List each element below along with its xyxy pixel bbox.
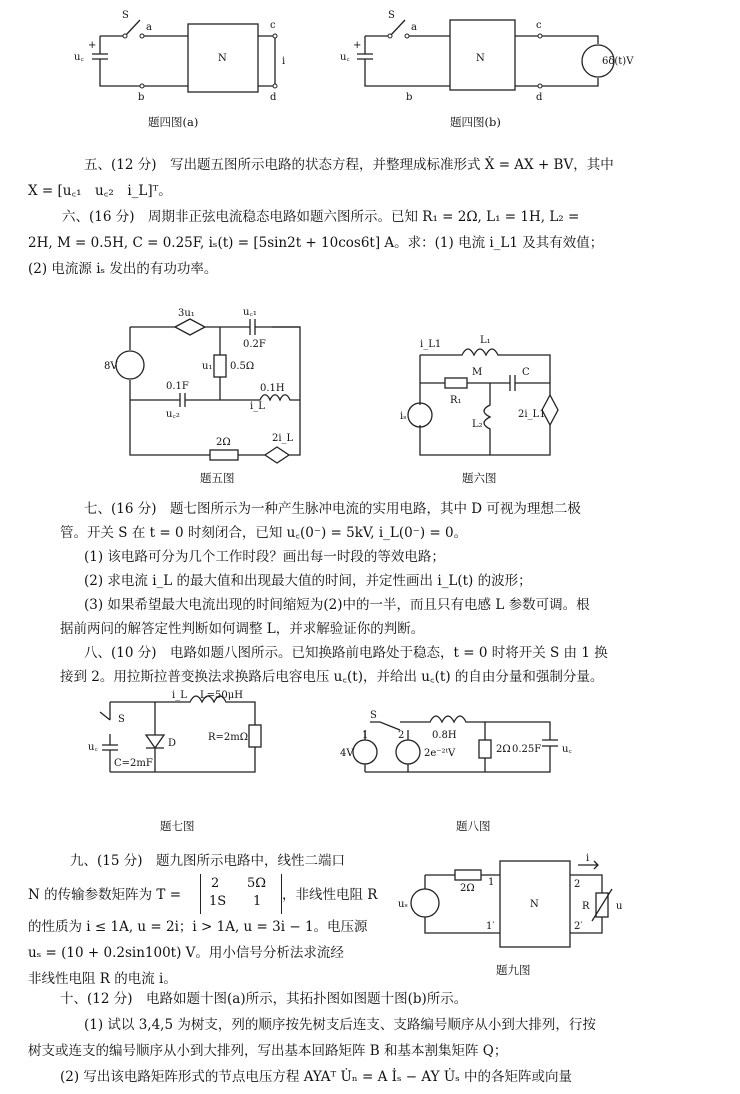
fig7-uc: u꜀ xyxy=(88,742,98,753)
q5-line2: X = [u꜀₁ u꜀₂ i_L]ᵀ。 xyxy=(28,183,172,199)
fig8-uc: u꜀ xyxy=(562,744,572,755)
fig6-m: M xyxy=(472,367,483,378)
q9-line3: 的性质为 i ≤ 1A, u = 2i；i > 1A, u = 3i − 1。电压源 xyxy=(28,919,368,935)
fig6-caption: 题六图 xyxy=(462,471,497,485)
fig7-s: S xyxy=(118,714,125,725)
q6-line3: (2) 电流源 iₛ 发出的有功功率。 xyxy=(28,261,218,277)
fig4a-caption: 题四图(a) xyxy=(148,115,199,129)
q6-line2: 2H, M = 0.5H, C = 0.25F, iₛ(t) = [5sin2t + 10cos6t] A。求：(1) 电流 i_L1 及其有效值； xyxy=(28,235,604,251)
q6-line1: 六、(16 分) 周期非正弦电流稳态电路如题六图所示。已知 R₁ = 2Ω, L₁ = 1H, L₂ = xyxy=(62,209,580,225)
fig4b-switch-label: S xyxy=(388,10,395,21)
fig5-uc1: u꜀₁ xyxy=(243,307,257,318)
fig6-il1: i_L1 xyxy=(420,339,442,350)
figure-9 xyxy=(398,853,650,965)
fig9-n2: 2 xyxy=(574,879,581,890)
fig9-n1: 1 xyxy=(488,877,495,888)
fig4a-node-d: d xyxy=(270,92,277,103)
q10-line2: (1) 试以 3,4,5 为树支，列的顺序按先树支后连支、支路编号顺序从小到大排列，行按 xyxy=(84,1017,596,1033)
fig6-l1: L₁ xyxy=(480,335,491,346)
fig5-c1: 0.2F xyxy=(243,339,266,350)
fig7-c: C=2mF xyxy=(114,758,153,769)
q7-line2: 管。开关 S 在 t = 0 时刻闭合，已知 u꜀(0⁻) = 5kV, i_L(0⁻) = 0。 xyxy=(60,525,468,541)
fig5-r1: 0.5Ω xyxy=(230,361,255,372)
q9-line5: 非线性电阻 R 的电流 i。 xyxy=(28,971,177,987)
figure-8 xyxy=(340,710,580,790)
fig4a-switch-label: S xyxy=(122,10,129,21)
fig4b-caption: 题四图(b) xyxy=(450,115,501,129)
matrix-12: 5Ω xyxy=(247,876,267,891)
fig6-l2: L₂ xyxy=(472,419,483,430)
fig8-v1: 4V xyxy=(340,748,354,759)
fig5-caption: 题五图 xyxy=(200,471,235,485)
fig4a-source-label: u꜀ xyxy=(74,52,84,63)
fig7-caption: 题七图 xyxy=(160,819,195,833)
fig5-uc2: u꜀₂ xyxy=(166,409,180,420)
fig5-u1: u₁ xyxy=(202,361,213,372)
fig6-is: iₛ xyxy=(400,411,407,422)
fig4b-box-label: N xyxy=(476,53,485,64)
fig5-dep-source: 3u₁ xyxy=(178,308,195,319)
figure-6 xyxy=(400,325,580,465)
fig8-s: S xyxy=(370,710,377,721)
transfer-matrix xyxy=(200,874,282,914)
matrix-11: 2 xyxy=(211,876,220,891)
fig8-caption: 题八图 xyxy=(456,819,491,833)
q9-line2a: N 的传输参数矩阵为 T = xyxy=(28,887,182,903)
fig9-n2p: 2′ xyxy=(574,921,583,932)
fig8-c: 0.25F xyxy=(512,744,542,755)
fig4a-box-label: N xyxy=(218,53,227,64)
svg-text:+: + xyxy=(88,40,97,51)
q10-line1: 十、(12 分) 电路如题十图(a)所示，其拓扑图如图题十图(b)所示。 xyxy=(60,991,468,1007)
q9-line4: uₛ = (10 + 0.2sin100t) V。用小信号分析法求流经 xyxy=(28,945,344,961)
fig9-i: i xyxy=(586,853,590,864)
fig6-dep: 2i_L1 xyxy=(518,409,546,420)
figure-4a xyxy=(70,6,310,106)
q7-item1: (1) 该电路可分为几个工作时段？画出每一时段的等效电路； xyxy=(84,549,445,565)
figure-7 xyxy=(80,690,280,790)
figure-4b xyxy=(340,6,640,106)
fig9-caption: 题九图 xyxy=(496,963,531,977)
fig4a-node-c: c xyxy=(270,20,276,31)
fig5-r2: 2Ω xyxy=(216,437,231,448)
q8-line1: 八、(10 分) 电路如题八图所示。已知换路前电路处于稳态，t = 0 时将开关 S 由 1 换 xyxy=(84,645,608,661)
fig5-il: i_L xyxy=(250,401,265,412)
q9-line2b: ，非线性电阻 R xyxy=(282,887,378,903)
fig4a-current-label: i xyxy=(282,56,286,67)
fig4b-node-b: b xyxy=(406,92,413,103)
q7-item3b: 据前两问的解答定性判断如何调整 L，并求解验证你的判断。 xyxy=(60,621,425,637)
q8-line2: 接到 2。用拉斯拉普变换法求换路后电容电压 u꜀(t)，并给出 u꜀(t) 的自由分量和强制分量。 xyxy=(60,669,604,685)
figure-5 xyxy=(100,305,320,465)
fig8-l: 0.8H xyxy=(432,730,457,741)
fig9-rr: R xyxy=(582,901,590,912)
fig7-r: R=2mΩ xyxy=(208,732,249,743)
q7-line1: 七、(16 分) 题七图所示为一种产生脉冲电流的实用电路，其中 D 可视为理想二极 xyxy=(84,501,581,517)
q10-line3: 树支或连支的编号顺序从小到大排列，写出基本回路矩阵 B 和基本割集矩阵 Q； xyxy=(28,1043,508,1059)
fig8-n1: 1 xyxy=(362,730,369,741)
fig6-c: C xyxy=(522,367,530,378)
fig5-dep2: 2i_L xyxy=(272,433,294,444)
q10-line4: (2) 写出该电路矩阵形式的节点电压方程 AYAᵀ U̇ₙ = A İₛ − AY U̇ₛ 中的各矩阵或向量 xyxy=(60,1069,573,1085)
svg-text:+: + xyxy=(353,40,362,51)
fig5-l: 0.1H xyxy=(260,383,285,394)
fig8-n2: 2 xyxy=(398,730,405,741)
fig7-il: i_L xyxy=(172,690,187,701)
fig4b-source-label: u꜀ xyxy=(340,52,350,63)
matrix-22: 1 xyxy=(253,894,262,909)
fig4b-node-a: a xyxy=(411,22,417,33)
fig9-us: uₛ xyxy=(398,899,408,910)
fig4a-node-b: b xyxy=(138,92,145,103)
fig4a-node-a: a xyxy=(146,22,152,33)
fig5-vsrc: 8V xyxy=(104,361,118,372)
q7-item2: (2) 求电流 i_L 的最大值和出现最大值的时间，并定性画出 i_L(t) 的波形； xyxy=(84,573,532,589)
fig4b-node-d: d xyxy=(536,92,543,103)
fig4b-node-c: c xyxy=(536,20,542,31)
q9-line1: 九、(15 分) 题九图所示电路中，线性二端口 xyxy=(70,853,346,869)
fig7-d: D xyxy=(168,738,177,749)
q7-item3a: (3) 如果希望最大电流出现的时间缩短为(2)中的一半，而且只有电感 L 参数可调。根 xyxy=(84,597,590,613)
fig7-l: L=50μH xyxy=(200,690,243,701)
fig6-r1: R₁ xyxy=(450,395,462,406)
fig8-v2: 2e⁻²ᵗV xyxy=(424,748,456,759)
fig8-r: 2Ω xyxy=(496,744,511,755)
fig4b-impulse-label: 6δ(t)V xyxy=(602,56,634,67)
fig5-c2: 0.1F xyxy=(166,381,189,392)
fig9-r: 2Ω xyxy=(460,883,475,894)
fig9-n1p: 1′ xyxy=(486,921,495,932)
matrix-21: 1S xyxy=(209,894,227,909)
fig9-u: u xyxy=(616,901,623,912)
fig9-box: N xyxy=(530,899,539,910)
q5-line1: 五、(12 分) 写出题五图所示电路的状态方程，并整理成标准形式 Ẋ = AX + BV，其中 xyxy=(84,157,614,173)
